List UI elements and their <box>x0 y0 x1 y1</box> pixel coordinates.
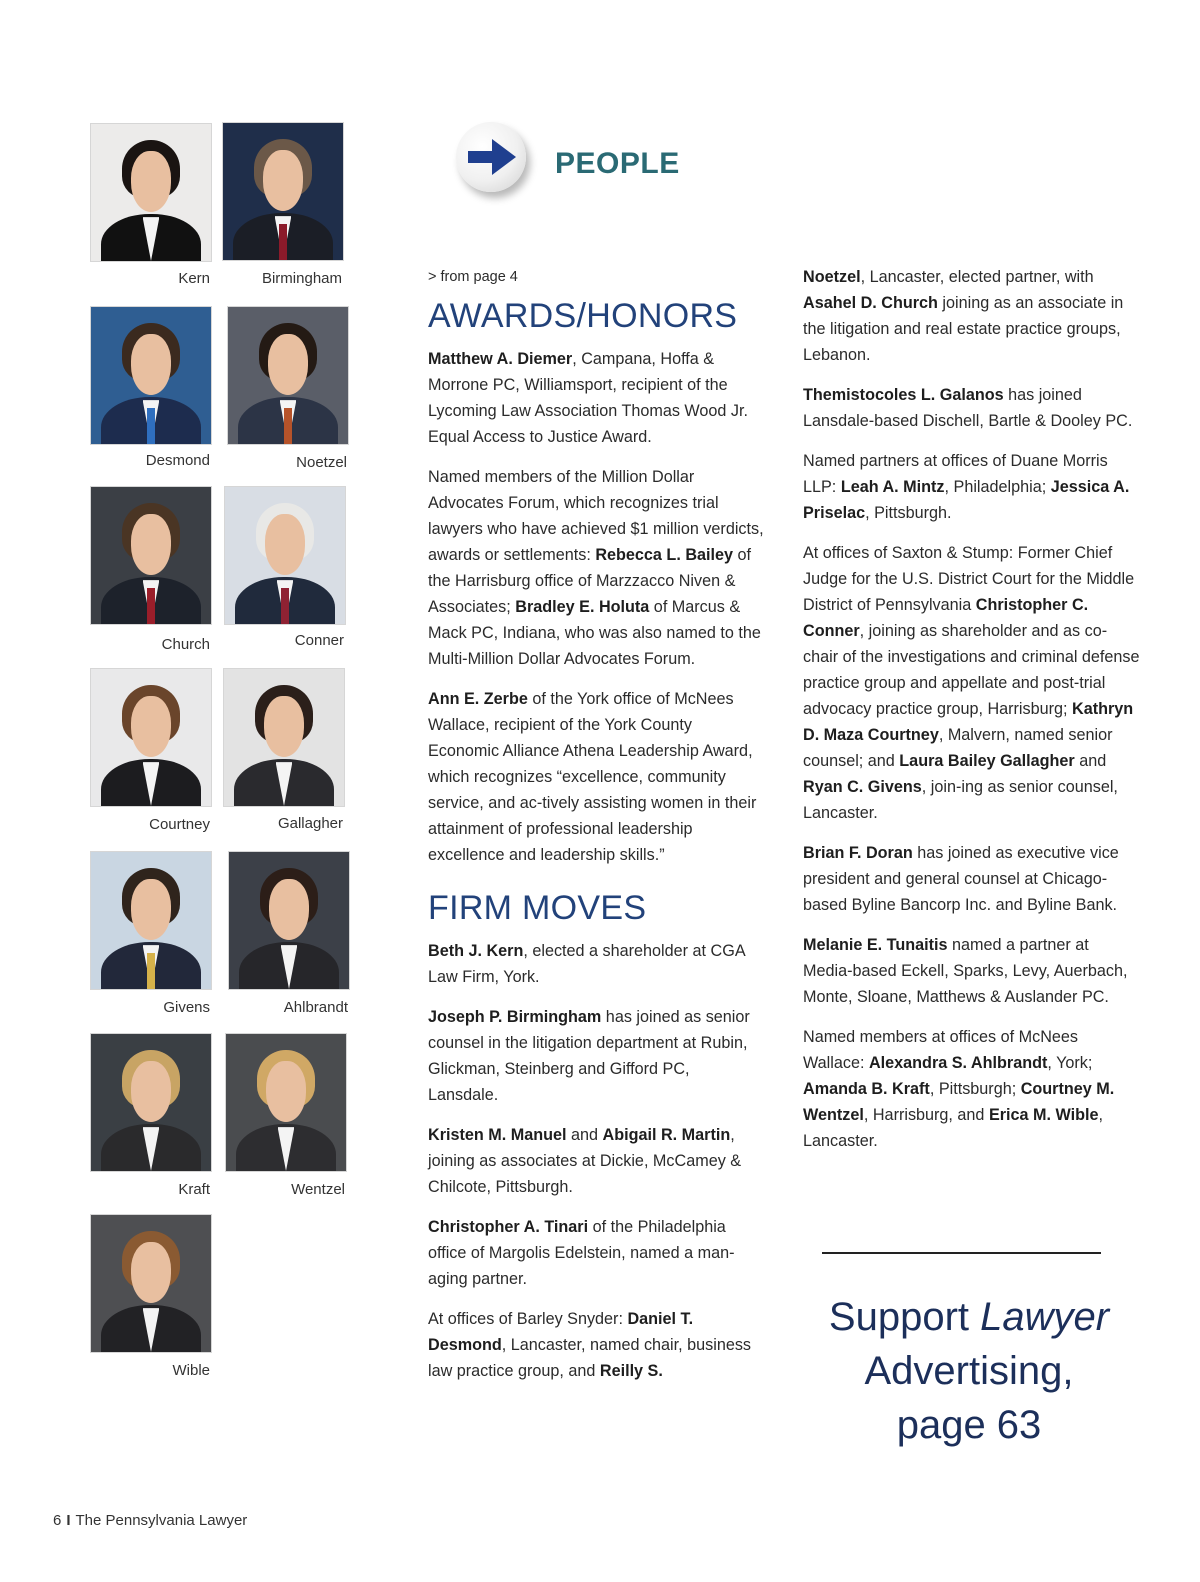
moves-item-tunaitis: Melanie E. Tunaitis named a partner at Media-based Eckell, Sparks, Levy, Auerbach, Monte, Sloane, Matthews & Auslander PC. <box>803 936 1128 1006</box>
page-number: 6 <box>53 1512 62 1529</box>
awards-item-zerbe: Ann E. Zerbe of the York office of McNees Wallace, recipient of the York County Economic Alliance Athena Leadership Award, which recognizes “excellence, community service, and ac-tively assisting women in their attainment of professional leadership excellence and leadership skills.” <box>428 690 757 864</box>
heading-firm-moves: FIRM MOVES <box>428 889 647 927</box>
moves-item-galanos: Themistocoles L. Galanos has joined Lansdale-based Dischell, Bartle & Dooley PC. <box>803 386 1133 430</box>
headshot-caption: Wible <box>172 1362 210 1379</box>
divider-rule <box>822 1252 1101 1254</box>
moves-item-tinari: Christopher A. Tinari of the Philadelphia office of Margolis Edelstein, named a man-aging partner. <box>428 1218 735 1288</box>
moves-item-duane-morris: Named partners at offices of Duane Morris LLP: Leah A. Mintz, Philadelphia; Jessica A. Priselac, Pittsburgh. <box>803 452 1130 522</box>
headshot-caption: Birmingham <box>261 270 342 287</box>
headshot-caption: Kern <box>178 270 210 287</box>
headshot-caption: Church <box>161 636 210 653</box>
article-column-2 <box>803 264 1141 1168</box>
arrow-right-icon-glyph <box>464 134 520 180</box>
moves-item-barley-snyder: At offices of Barley Snyder: Daniel T. Desmond, Lancaster, named chair, business law practice group, and Reilly S. <box>428 1310 752 1380</box>
promo-text: Support <box>828 1295 981 1339</box>
footer-separator: I <box>66 1512 71 1529</box>
page-footer <box>53 1512 247 1529</box>
headshot-caption: Conner <box>294 632 344 649</box>
headshot-caption: Ahlbrandt <box>283 999 348 1016</box>
section-title: PEOPLE <box>555 147 680 180</box>
headshot-photo <box>223 668 345 807</box>
headshot-photo <box>90 1214 212 1353</box>
moves-item-saxton-stump: At offices of Saxton & Stump: Former Chief Judge for the U.S. District Court for the Middle District of Pennsylvania Christopher C. Conner, joining as shareholder and as co-chair of the investigations and criminal defense practice group and appellate and post-trial advocacy practice group, Harrisburg; Kathryn D. Maza Courtney, Malvern, named senior counsel; and Laura Bailey Gallagher and Ryan C. Givens, join-ing as senior counsel, Lancaster. <box>803 544 1140 822</box>
moves-item-kern: Beth J. Kern, elected a shareholder at CGA Law Firm, York. <box>428 942 745 986</box>
awards-item-diemer: Matthew A. Diemer, Campana, Hoffa & Morrone PC, Williamsport, recipient of the Lycoming Law Association Thomas Wood Jr. Equal Access to Justice Award. <box>428 350 749 446</box>
awards-item-million-dollar: Named members of the Million Dollar Advocates Forum, which recognizes trial lawyers who have achieved $1 million verdicts, awards or settlements: Rebecca L. Bailey of the Harrisburg office of Marzzacco Niven & Associates; Bradley E. Holuta of Marcus & Mack PC, Indiana, who was also named to the Multi-Million Dollar Advocates Forum. <box>428 468 764 668</box>
headshot-photo <box>224 486 346 625</box>
headshot-photo <box>225 1033 347 1172</box>
headshot-photo <box>227 306 349 445</box>
headshot-photo <box>90 486 212 625</box>
headshot-caption: Gallagher <box>277 815 343 832</box>
continued-from: > from page 4 <box>428 269 518 285</box>
headshot-photo <box>222 122 344 261</box>
headshot-photo <box>90 851 212 990</box>
moves-item-birmingham: Joseph P. Birmingham has joined as senior counsel in the litigation department at Rubin, Glickman, Steinberg and Gifford PC, Lansdale. <box>428 1008 750 1104</box>
moves-item-manuel-martin: Kristen M. Manuel and Abigail R. Martin, joining as associates at Dickie, McCamey & Chilcote, Pittsburgh. <box>428 1126 742 1196</box>
headshot-caption: Givens <box>163 999 210 1016</box>
publication-name: The Pennsylvania Lawyer <box>75 1512 248 1529</box>
heading-awards: AWARDS/HONORS <box>428 297 738 335</box>
headshot-photo <box>90 306 212 445</box>
promo-text: Advertising, <box>864 1349 1074 1393</box>
moves-item-mcnees: Named members at offices of McNees Wallace: Alexandra S. Ahlbrandt, York; Amanda B. Kraft, Pittsburgh; Courtney M. Wentzel, Harrisburg, and Erica M. Wible, Lancaster. <box>803 1028 1115 1150</box>
headshot-caption: Desmond <box>145 452 210 469</box>
promo-callout[interactable] <box>800 1290 1138 1452</box>
headshot-photo <box>90 1033 212 1172</box>
article-column-1 <box>428 264 764 1398</box>
arrow-right-icon <box>456 122 526 192</box>
headshot-caption: Wentzel <box>291 1181 345 1198</box>
headshot-photo <box>228 851 350 990</box>
moves-item-noetzel-church: Noetzel, Lancaster, elected partner, with Asahel D. Church joining as an associate in the litigation and real estate practice groups, Lebanon. <box>803 268 1124 364</box>
promo-text-italic: Lawyer <box>980 1295 1110 1339</box>
headshot-photo <box>90 123 212 262</box>
promo-page-link: page 63 <box>896 1403 1042 1447</box>
headshot-photo <box>90 668 212 807</box>
moves-item-doran: Brian F. Doran has joined as executive vice president and general counsel at Chicago-based Byline Bancorp Inc. and Byline Bank. <box>803 844 1119 914</box>
headshot-caption: Courtney <box>149 816 210 833</box>
headshot-caption: Noetzel <box>296 454 347 471</box>
headshot-caption: Kraft <box>178 1181 210 1198</box>
